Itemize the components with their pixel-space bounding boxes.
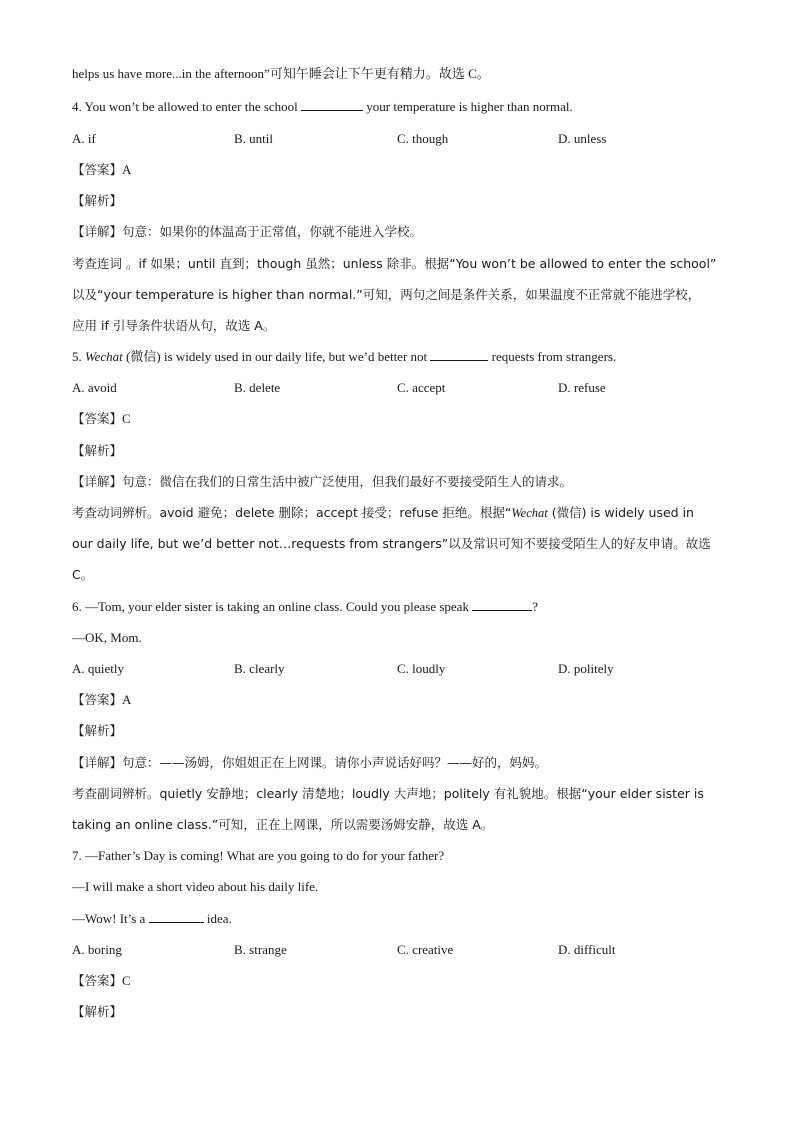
answer-blank [472, 599, 532, 611]
option-c: C. though [397, 131, 449, 146]
option-c: C. accept [397, 380, 446, 395]
answer-blank [301, 99, 363, 111]
option-a: A. avoid [72, 380, 117, 395]
question-7-stem: 7. —Father’s Day is coming! What are you going to do for your father? [72, 848, 445, 863]
dialog-reply: —Wow! It’s a idea. [72, 911, 232, 926]
explanation-line: 考查副词辨析。quietly 安静地；clearly 清楚地；loudly 大声地；politely 有礼貌地。根据“your elder sister is [72, 786, 704, 801]
explanation-line: 以及“your temperature is higher than normal.”可知，两句之间是条件关系，如果温度不正常就不能进学校， [72, 287, 701, 302]
analysis-label: 【解析】 [72, 723, 123, 738]
explanation-line: C。 [72, 567, 94, 582]
option-b: B. until [234, 131, 274, 146]
answer-line: 【答案】A [72, 162, 132, 177]
explanation-line: 考查动词辨析。avoid 避免；delete 删除；accept 接受；refuse 拒绝。根据“Wechat (微信) is widely used in [72, 505, 694, 520]
analysis-label: 【解析】 [72, 443, 123, 458]
option-b: B. delete [234, 380, 281, 395]
analysis-label: 【解析】 [72, 1004, 123, 1019]
option-d: D. unless [558, 131, 607, 146]
explanation-line: 应用 if 引导条件状语从句，故选 A。 [72, 318, 276, 333]
question-5-stem: 5. Wechat (微信) is widely used in our daily life, but we’d better not requests from strangers. [72, 349, 617, 364]
dialog-reply: —I will make a short video about his daily life. [72, 879, 319, 894]
option-b: B. clearly [234, 661, 285, 676]
option-a: A. if [72, 131, 96, 146]
explanation-line: taking an online class.”可知，正在上网课，所以需要汤姆安静，故选 A。 [72, 817, 494, 832]
option-a: A. quietly [72, 661, 124, 676]
option-b: B. strange [234, 942, 287, 957]
option-c: C. creative [397, 942, 454, 957]
option-d: D. politely [558, 661, 614, 676]
detail-line: 【详解】句意：微信在我们的日常生活中被广泛使用，但我们最好不要接受陌生人的请求。 [72, 474, 573, 489]
option-c: C. loudly [397, 661, 446, 676]
question-4-stem: 4. You won’t be allowed to enter the school your temperature is higher than normal. [72, 99, 573, 114]
option-d: D. difficult [558, 942, 616, 957]
explanation-line: our daily life, but we’d better not…requests from strangers”以及常识可知不要接受陌生人的好友申请。故选 [72, 536, 711, 551]
answer-blank [149, 911, 204, 923]
explanation-line: 考查连词 。if 如果；until 直到；though 虽然；unless 除非。根据“You won’t be allowed to enter the school” [72, 256, 717, 271]
intro-text: helps us have more...in the afternoon”可知午睡会让下午更有精力。故选 C。 [72, 66, 490, 81]
answer-line: 【答案】C [72, 973, 131, 988]
answer-line: 【答案】C [72, 411, 131, 426]
dialog-reply: —OK, Mom. [72, 630, 142, 645]
option-a: A. boring [72, 942, 122, 957]
detail-line: 【详解】句意：如果你的体温高于正常值，你就不能进入学校。 [72, 224, 423, 239]
answer-line: 【答案】A [72, 692, 132, 707]
option-d: D. refuse [558, 380, 606, 395]
answer-blank [430, 349, 488, 361]
detail-line: 【详解】句意：——汤姆，你姐姐正在上网课。请你小声说话好吗？——好的，妈妈。 [72, 755, 548, 770]
question-6-stem: 6. —Tom, your elder sister is taking an online class. Could you please speak ? [72, 599, 538, 614]
analysis-label: 【解析】 [72, 193, 123, 208]
